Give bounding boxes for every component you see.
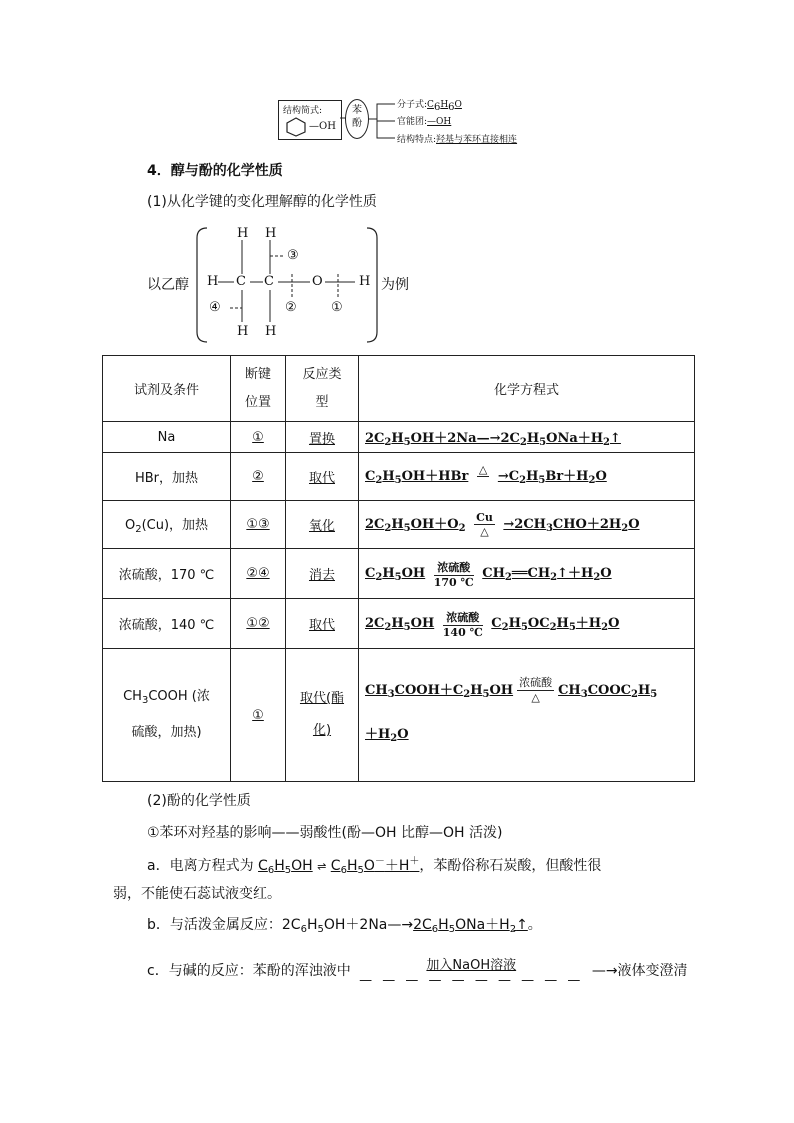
atom-h: H (237, 324, 249, 339)
reagent-cell: Na (103, 422, 231, 453)
atom-o: O (312, 274, 323, 289)
atom-c: C (264, 274, 274, 289)
equation-cell: $CH_3COOH+C_2H_5OH$ 浓硫酸 △ $CH_3COOC_2H_5$ $+H_2O$ (359, 649, 695, 782)
type-cell: 取代 (286, 599, 359, 649)
header-bond-line2: 位置 (244, 394, 271, 410)
table-row (103, 501, 695, 549)
c-suffix: —→液体变澄清 (591, 963, 688, 979)
reaction-table (102, 355, 695, 782)
atom-c: C (236, 274, 246, 289)
equation-cell: $2C_2H_5OH+2Na—\to 2C_2H_5ONa+H_2↑$ (359, 422, 695, 453)
formula-label: 分子式: (397, 100, 428, 110)
table-row (103, 649, 695, 782)
reagent-line2: 硫酸，加热) (131, 725, 202, 740)
type-cell (286, 649, 359, 782)
group-label: 官能团: (397, 117, 428, 127)
condition-top: 浓硫酸 (519, 676, 553, 689)
atom-h: H (265, 324, 277, 339)
bond-cell: ②④ (231, 549, 286, 599)
group-value: —OH (427, 117, 452, 127)
bond-cell: ① (231, 649, 286, 782)
bond-3-marker: ③ (287, 248, 299, 263)
c-condition: 加入NaOH溶液 (426, 958, 517, 973)
phenol-name-circle (345, 99, 369, 139)
phenol-props-b: b．与活泼金属反应：$2C_6H_5OH+2Na—\to 2C_6H_5ONa+H_2↑$。 (147, 917, 542, 935)
type-cell: 取代 (286, 453, 359, 501)
type-cell: 氧化 (286, 501, 359, 549)
phenol-props-a-line2: 弱，不能使石蕊试液变红。 (113, 886, 281, 902)
condition (477, 463, 489, 490)
condition: 加入NaOH溶液 — — — — — — — — — — (359, 954, 583, 988)
bond-cell: ①② (231, 599, 286, 649)
type-line2: 化) (312, 723, 332, 738)
condition-bottom: 170 ℃ (433, 575, 474, 589)
reagent-cell: 浓硫酸，170 ℃ (103, 549, 231, 599)
equation-cell: $2C_2H_5OH+O_2$ Cu △ $\to 2CH_3CHO+2H_2O$ (359, 501, 695, 549)
condition-top: △ (478, 463, 488, 476)
equation-cell: $C_2H_5OH+HBr$ △ $\to C_2H_5Br+H_2O$ (359, 453, 695, 501)
header-equation: 化学方程式 (359, 356, 695, 422)
phenol-props-a: a．电离方程式为 $C_6H_5OH$ ⇌ $C_6H_5O^-+H^+$，苯酚俗称石炭酸，但酸性很 (147, 856, 602, 876)
header-type-line2: 型 (315, 394, 329, 410)
equation-cell: $2C_2H_5OH$ 浓硫酸 140 ℃ $C_2H_5OC_2H_5+H_2O$ (359, 599, 695, 649)
phenol-props-title: (2)酚的化学性质 (147, 793, 251, 809)
table-header-row (103, 356, 695, 422)
header-bond-line1: 断键 (244, 366, 271, 382)
header-reagent: 试剂及条件 (103, 356, 231, 422)
benzene-ring-icon (285, 117, 307, 137)
table-row (103, 453, 695, 501)
section-title: 4．醇与酚的化学性质 (147, 163, 283, 179)
condition (434, 559, 474, 589)
header-bond-position (231, 356, 286, 422)
bond-1-marker: ① (331, 300, 343, 315)
example-suffix: 为例 (381, 277, 409, 293)
ethanol-structure (145, 224, 385, 346)
table-row (103, 599, 695, 649)
subsection-title: (1)从化学键的变化理解醇的化学性质 (147, 194, 377, 210)
reagent-cell: HBr，加热 (103, 453, 231, 501)
condition (474, 511, 495, 538)
phenol-props-p1: ①苯环对羟基的影响——弱酸性(酚—OH 比醇—OH 活泼) (147, 825, 503, 841)
type-cell: 消去 (286, 549, 359, 599)
phenol-props-c (147, 954, 688, 988)
structure-label: 结构简式: (283, 106, 323, 116)
feature-value: 羟基与苯环直接相连 (436, 135, 518, 145)
atom-h: H (265, 226, 277, 241)
bond-cell: ①③ (231, 501, 286, 549)
condition-bottom: △ (531, 691, 540, 704)
reagent-cell: 浓硫酸，140 ℃ (103, 599, 231, 649)
b-suffix: 。 (527, 917, 542, 933)
type-line1: 取代(酯 (299, 691, 345, 706)
atom-h: H (237, 226, 249, 241)
phenol-name: 苯酚 (352, 105, 362, 129)
bond-cell: ① (231, 422, 286, 453)
oh-group: —OH (309, 121, 336, 132)
c-prefix: c．与碱的反应：苯酚的浑浊液中 (147, 963, 351, 979)
condition-top: 浓硫酸 (443, 609, 483, 626)
table-row (103, 422, 695, 453)
bond-2-marker: ② (285, 300, 297, 315)
phenol-structure-box (278, 100, 342, 140)
condition-bottom: 140 ℃ (442, 625, 483, 639)
bond-cell: ② (231, 453, 286, 501)
condition (517, 676, 554, 705)
atom-h: H (359, 274, 371, 289)
condition-bottom: △ (480, 525, 489, 538)
example-prefix: 以乙醇 (147, 277, 189, 293)
feature-label: 结构特点: (397, 135, 437, 145)
type-cell: 置换 (286, 422, 359, 453)
phenol-feature (397, 132, 517, 145)
reagent-cell: $CH_3COOH$ (浓 硫酸，加热) (103, 649, 231, 782)
a-suffix: ，苯酚俗称石炭酸，但酸性很 (419, 858, 602, 874)
condition-top: Cu (476, 511, 493, 524)
condition-top: 浓硫酸 (434, 559, 474, 576)
bond-4-marker: ④ (209, 300, 221, 315)
phenol-group (397, 114, 451, 127)
equation-cell: $C_2H_5OH$ 浓硫酸 170 ℃ $CH_2══CH_2↑+H_2O$ (359, 549, 695, 599)
atom-h: H (207, 274, 219, 289)
table-row (103, 549, 695, 599)
bracket-lines (369, 100, 395, 142)
reagent-cell: $O_2(Cu)$，加热 (103, 501, 231, 549)
header-type-line1: 反应类 (302, 366, 342, 382)
header-reaction-type (286, 356, 359, 422)
condition (443, 609, 483, 639)
a-prefix: a．电离方程式为 (147, 858, 254, 874)
phenol-formula: 分子式:C6H6O (397, 100, 462, 113)
